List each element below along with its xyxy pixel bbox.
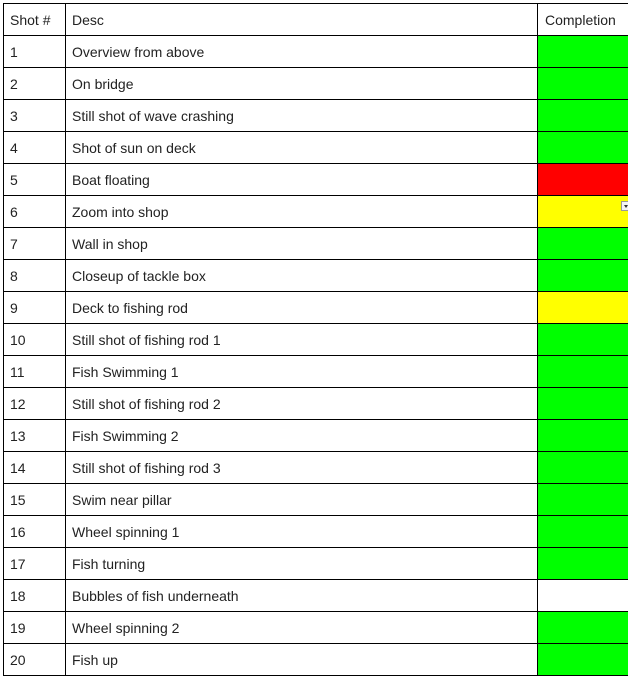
table-row bbox=[4, 260, 628, 292]
table-row bbox=[4, 36, 628, 68]
description-cell[interactable]: Wall in shop bbox=[66, 228, 538, 260]
table-row bbox=[4, 420, 628, 452]
completion-status-cell[interactable] bbox=[538, 36, 628, 68]
shot-number-cell[interactable]: 5 bbox=[4, 164, 66, 196]
completion-status-cell[interactable] bbox=[538, 580, 628, 612]
description-cell[interactable]: Wheel spinning 1 bbox=[66, 516, 538, 548]
completion-status-cell[interactable] bbox=[538, 388, 628, 420]
dropdown-arrow-icon[interactable] bbox=[621, 201, 628, 211]
shot-number-cell[interactable]: 15 bbox=[4, 484, 66, 516]
shot-list-table bbox=[3, 3, 628, 676]
description-cell[interactable]: Overview from above bbox=[66, 36, 538, 68]
table-row bbox=[4, 164, 628, 196]
table-row bbox=[4, 100, 628, 132]
shot-number-cell[interactable]: 8 bbox=[4, 260, 66, 292]
table-row bbox=[4, 356, 628, 388]
completion-status-cell[interactable] bbox=[538, 196, 628, 228]
completion-status-cell[interactable] bbox=[538, 260, 628, 292]
description-cell[interactable]: On bridge bbox=[66, 68, 538, 100]
header-description[interactable]: Desc bbox=[66, 4, 538, 36]
description-cell[interactable]: Wheel spinning 2 bbox=[66, 612, 538, 644]
completion-status-cell[interactable] bbox=[538, 420, 628, 452]
table-row bbox=[4, 388, 628, 420]
table-row bbox=[4, 484, 628, 516]
table-row bbox=[4, 132, 628, 164]
table-row bbox=[4, 580, 628, 612]
shot-number-cell[interactable]: 20 bbox=[4, 644, 66, 676]
shot-number-cell[interactable]: 7 bbox=[4, 228, 66, 260]
completion-status-cell[interactable] bbox=[538, 164, 628, 196]
shot-number-cell[interactable]: 1 bbox=[4, 36, 66, 68]
shot-number-cell[interactable]: 4 bbox=[4, 132, 66, 164]
description-cell[interactable]: Bubbles of fish underneath bbox=[66, 580, 538, 612]
description-cell[interactable]: Zoom into shop bbox=[66, 196, 538, 228]
completion-status-cell[interactable] bbox=[538, 452, 628, 484]
description-cell[interactable]: Swim near pillar bbox=[66, 484, 538, 516]
description-cell[interactable]: Fish Swimming 2 bbox=[66, 420, 538, 452]
description-cell[interactable]: Fish up bbox=[66, 644, 538, 676]
header-completion[interactable]: Completion bbox=[538, 4, 628, 36]
shot-number-cell[interactable]: 16 bbox=[4, 516, 66, 548]
description-cell[interactable]: Still shot of fishing rod 2 bbox=[66, 388, 538, 420]
completion-status-cell[interactable] bbox=[538, 516, 628, 548]
table-row bbox=[4, 68, 628, 100]
shot-number-cell[interactable]: 9 bbox=[4, 292, 66, 324]
completion-status-cell[interactable] bbox=[538, 100, 628, 132]
shot-number-cell[interactable]: 17 bbox=[4, 548, 66, 580]
shot-number-cell[interactable]: 12 bbox=[4, 388, 66, 420]
description-cell[interactable]: Deck to fishing rod bbox=[66, 292, 538, 324]
shot-number-cell[interactable]: 2 bbox=[4, 68, 66, 100]
shot-number-cell[interactable]: 19 bbox=[4, 612, 66, 644]
completion-status-cell[interactable] bbox=[538, 484, 628, 516]
shot-number-cell[interactable]: 10 bbox=[4, 324, 66, 356]
completion-status-cell[interactable] bbox=[538, 68, 628, 100]
header-row bbox=[4, 4, 628, 36]
shot-number-cell[interactable]: 14 bbox=[4, 452, 66, 484]
completion-status-cell[interactable] bbox=[538, 324, 628, 356]
description-cell[interactable]: Shot of sun on deck bbox=[66, 132, 538, 164]
table-row bbox=[4, 324, 628, 356]
description-cell[interactable]: Fish turning bbox=[66, 548, 538, 580]
table-row bbox=[4, 612, 628, 644]
shot-number-cell[interactable]: 13 bbox=[4, 420, 66, 452]
description-cell[interactable]: Closeup of tackle box bbox=[66, 260, 538, 292]
description-cell[interactable]: Fish Swimming 1 bbox=[66, 356, 538, 388]
completion-status-cell[interactable] bbox=[538, 612, 628, 644]
completion-status-cell[interactable] bbox=[538, 292, 628, 324]
header-shot-number[interactable]: Shot # bbox=[4, 4, 66, 36]
description-cell[interactable]: Still shot of wave crashing bbox=[66, 100, 538, 132]
description-cell[interactable]: Still shot of fishing rod 3 bbox=[66, 452, 538, 484]
shot-list-body bbox=[4, 4, 628, 676]
shot-number-cell[interactable]: 3 bbox=[4, 100, 66, 132]
description-cell[interactable]: Still shot of fishing rod 1 bbox=[66, 324, 538, 356]
shot-number-cell[interactable]: 18 bbox=[4, 580, 66, 612]
completion-status-cell[interactable] bbox=[538, 132, 628, 164]
table-row bbox=[4, 292, 628, 324]
table-row bbox=[4, 196, 628, 228]
shot-number-cell[interactable]: 11 bbox=[4, 356, 66, 388]
completion-status-cell[interactable] bbox=[538, 356, 628, 388]
shot-number-cell[interactable]: 6 bbox=[4, 196, 66, 228]
table-row bbox=[4, 644, 628, 676]
completion-status-cell[interactable] bbox=[538, 644, 628, 676]
table-row bbox=[4, 516, 628, 548]
completion-status-cell[interactable] bbox=[538, 228, 628, 260]
completion-status-cell[interactable] bbox=[538, 548, 628, 580]
table-row bbox=[4, 452, 628, 484]
description-cell[interactable]: Boat floating bbox=[66, 164, 538, 196]
table-row bbox=[4, 548, 628, 580]
table-row bbox=[4, 228, 628, 260]
